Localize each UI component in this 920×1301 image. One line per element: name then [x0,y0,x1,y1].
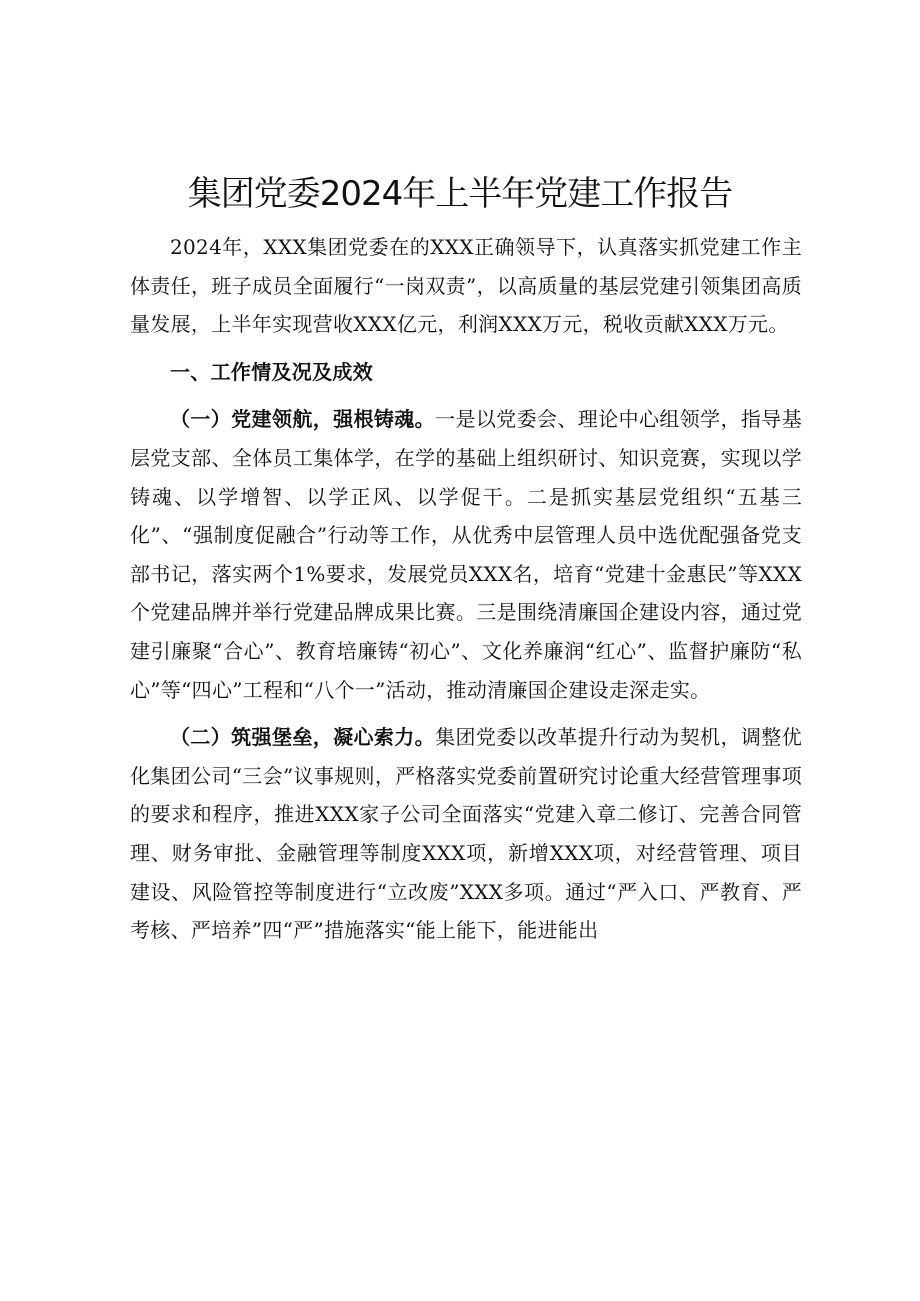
item-one-lead: （一）党建领航，强根铸魂。 [170,407,436,432]
item-two-text: 集团党委以改革提升行动为契机，调整优化集团公司“三会”议事规则，严格落实党委前置研究讨论重大经营管理事项的要求和程序，推进XXX家子公司全面落实“党建入章二修订、完善合同管理、财务审批、金融管理等制度XXX项，新增XXX项，对经营管理、项目建设、风险管控等制度进行“立改废”XXX多项。通过“严入口、严教育、严考核、严培养”四“严”措施落实“能上能下，能进能出 [130,725,803,943]
document-body [130,228,802,950]
item-two-lead: （二）筑强堡垒，凝心索力。 [170,725,436,750]
item-one-text: 一是以党委会、理论中心组领学，指导基层党支部、全体员工集体学，在学的基础上组织研讨、知识竞赛，实现以学铸魂、以学增智、以学正风、以学促干。二是抓实基层党组织“五基三化”、“强制度促融合”行动等工作，从优秀中层管理人员中选优配强备党支部书记，落实两个1%要求，发展党员XXX名，培育“党建十金惠民”等XXX个党建品牌并举行党建品牌成果比赛。三是围绕清廉国企建设内容，通过党建引廉聚“合心”、教育培廉铸“初心”、文化养廉润“红心”、监督护廉防“私心”等“四心”工程和“八个一”活动，推动清廉国企建设走深走实。 [130,407,803,702]
intro-paragraph: 2024年，XXX集团党委在的XXX正确领导下，认真落实抓党建工作主体责任，班子成员全面履行“一岗双责”，以高质量的基层党建引领集团高质量发展，上半年实现营收XXX亿元，利润XXX万元，税收贡献XXX万元。 [130,235,802,337]
item-two-paragraph [130,718,802,950]
section-heading: 一、工作情及况及成效 [170,359,373,384]
item-one-paragraph [130,400,802,709]
document-title: 集团党委2024年上半年党建工作报告 [187,174,733,214]
